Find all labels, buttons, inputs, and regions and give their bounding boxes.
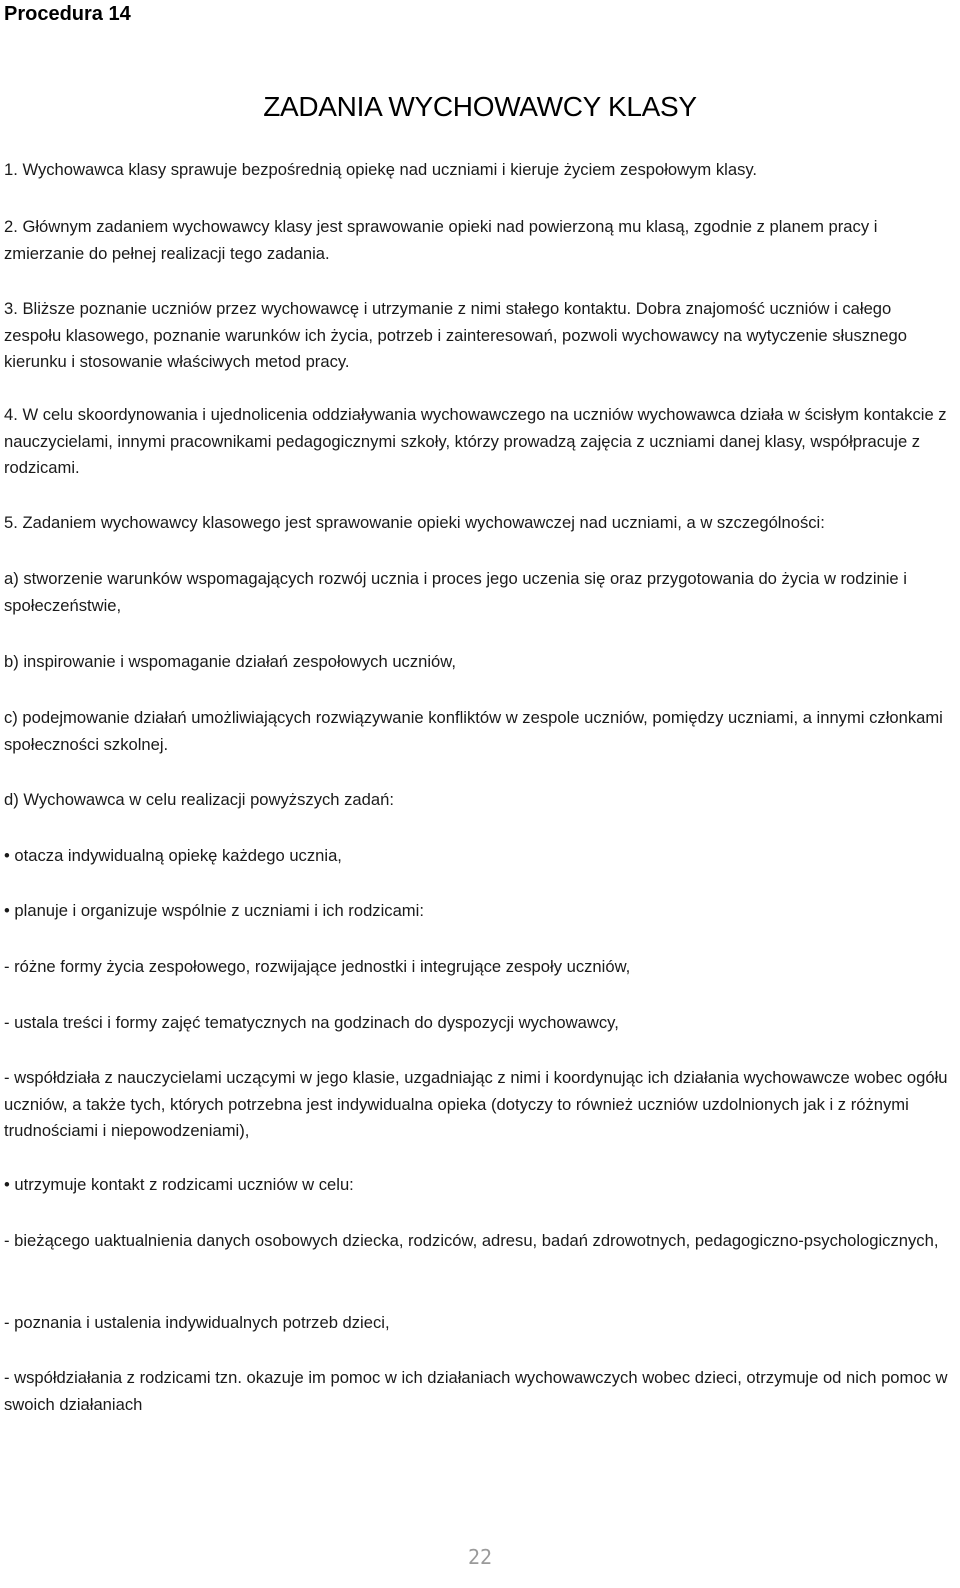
dash-item-4: - bieżącego uaktualnienia danych osobowych dziecka, rodziców, adresu, badań zdrowotnych, pedagogiczno-psychologicznych, <box>4 1231 939 1250</box>
item-a: a) stworzenie warunków wspomagających rozwój ucznia i proces jego uczenia się oraz przygotowania do życia w rodzinie i społeczeństwie, <box>4 569 907 615</box>
dash-item-6: - współdziałania z rodzicami tzn. okazuje im pomoc w ich działaniach wychowawczych wobec dzieci, otrzymuje od nich pomoc w swoich działaniach <box>4 1368 948 1414</box>
item-d: d) Wychowawca w celu realizacji powyższych zadań: <box>4 790 394 809</box>
paragraph-2: 2. Głównym zadaniem wychowawcy klasy jest sprawowanie opieki nad powierzoną mu klasą, zgodnie z planem pracy i zmierzanie do pełnej realizacji tego zadania. <box>4 217 878 263</box>
dash-item-3: - współdziała z nauczycielami uczącymi w jego klasie, uzgadniając z nimi i koordynując ich działania wychowawcze wobec ogółu uczniów, a także tych, których potrzebna jest indywidualna opieka (dotyczy to również uczniów uzdolnionych jak i z różnymi trudnościami i niepowodzeniami), <box>4 1068 948 1140</box>
bullet-item-2: • planuje i organizuje wspólnie z uczniami i ich rodzicami: <box>4 901 424 920</box>
paragraph-4: 4. W celu skoordynowania i ujednolicenia oddziaływania wychowawczego na uczniów wychowawca działa w ścisłym kontakcie z nauczycielami, innymi pracownikami pedagogicznymi szkoły, którzy prowadzą zajęcia z uczniami danej klasy, współpracuje z rodzicami. <box>4 405 947 477</box>
paragraph-3-rest: Dobra znajomość uczniów i całego zespołu klasowego, poznanie warunków ich życia, potrzeb i zainteresowań, pozwoli wychowawcy na wytyczenie słusznego kierunku i stosowanie właściwych metod pracy. <box>4 299 907 371</box>
dash-item-1: - różne formy życia zespołowego, rozwijające jednostki i integrujące zespoły uczniów, <box>4 957 631 976</box>
bullet-item-3: • utrzymuje kontakt z rodzicami uczniów w celu: <box>4 1175 354 1194</box>
item-b: b) inspirowanie i wspomaganie działań zespołowych uczniów, <box>4 652 456 671</box>
item-c: c) podejmowanie działań umożliwiających rozwiązywanie konfliktów w zespole uczniów, pomiędzy uczniami, a innymi członkami społeczności szkolnej. <box>4 708 943 754</box>
bullet-item-1: • otacza indywidualną opiekę każdego ucznia, <box>4 846 342 865</box>
dash-item-2: - ustala treści i formy zajęć tematycznych na godzinach do dyspozycji wychowawcy, <box>4 1013 619 1032</box>
page-number: 22 <box>467 1545 493 1569</box>
paragraph-3 <box>4 296 952 376</box>
paragraph-1: 1. Wychowawca klasy sprawuje bezpośrednią opiekę nad uczniami i kieruje życiem zespołowym klasy. <box>4 160 758 179</box>
dash-item-5: - poznania i ustalenia indywidualnych potrzeb dzieci, <box>4 1313 390 1332</box>
procedure-label: Procedura 14 <box>4 3 131 25</box>
paragraph-3-lead: 3. Bliższe poznanie uczniów przez wychowawcę i utrzymanie z nimi stałego kontaktu. <box>4 299 632 318</box>
document-title: ZADANIA WYCHOWAWCY KLASY <box>263 91 697 122</box>
paragraph-5: 5. Zadaniem wychowawcy klasowego jest sprawowanie opieki wychowawczej nad uczniami, a w szczególności: <box>4 513 825 532</box>
